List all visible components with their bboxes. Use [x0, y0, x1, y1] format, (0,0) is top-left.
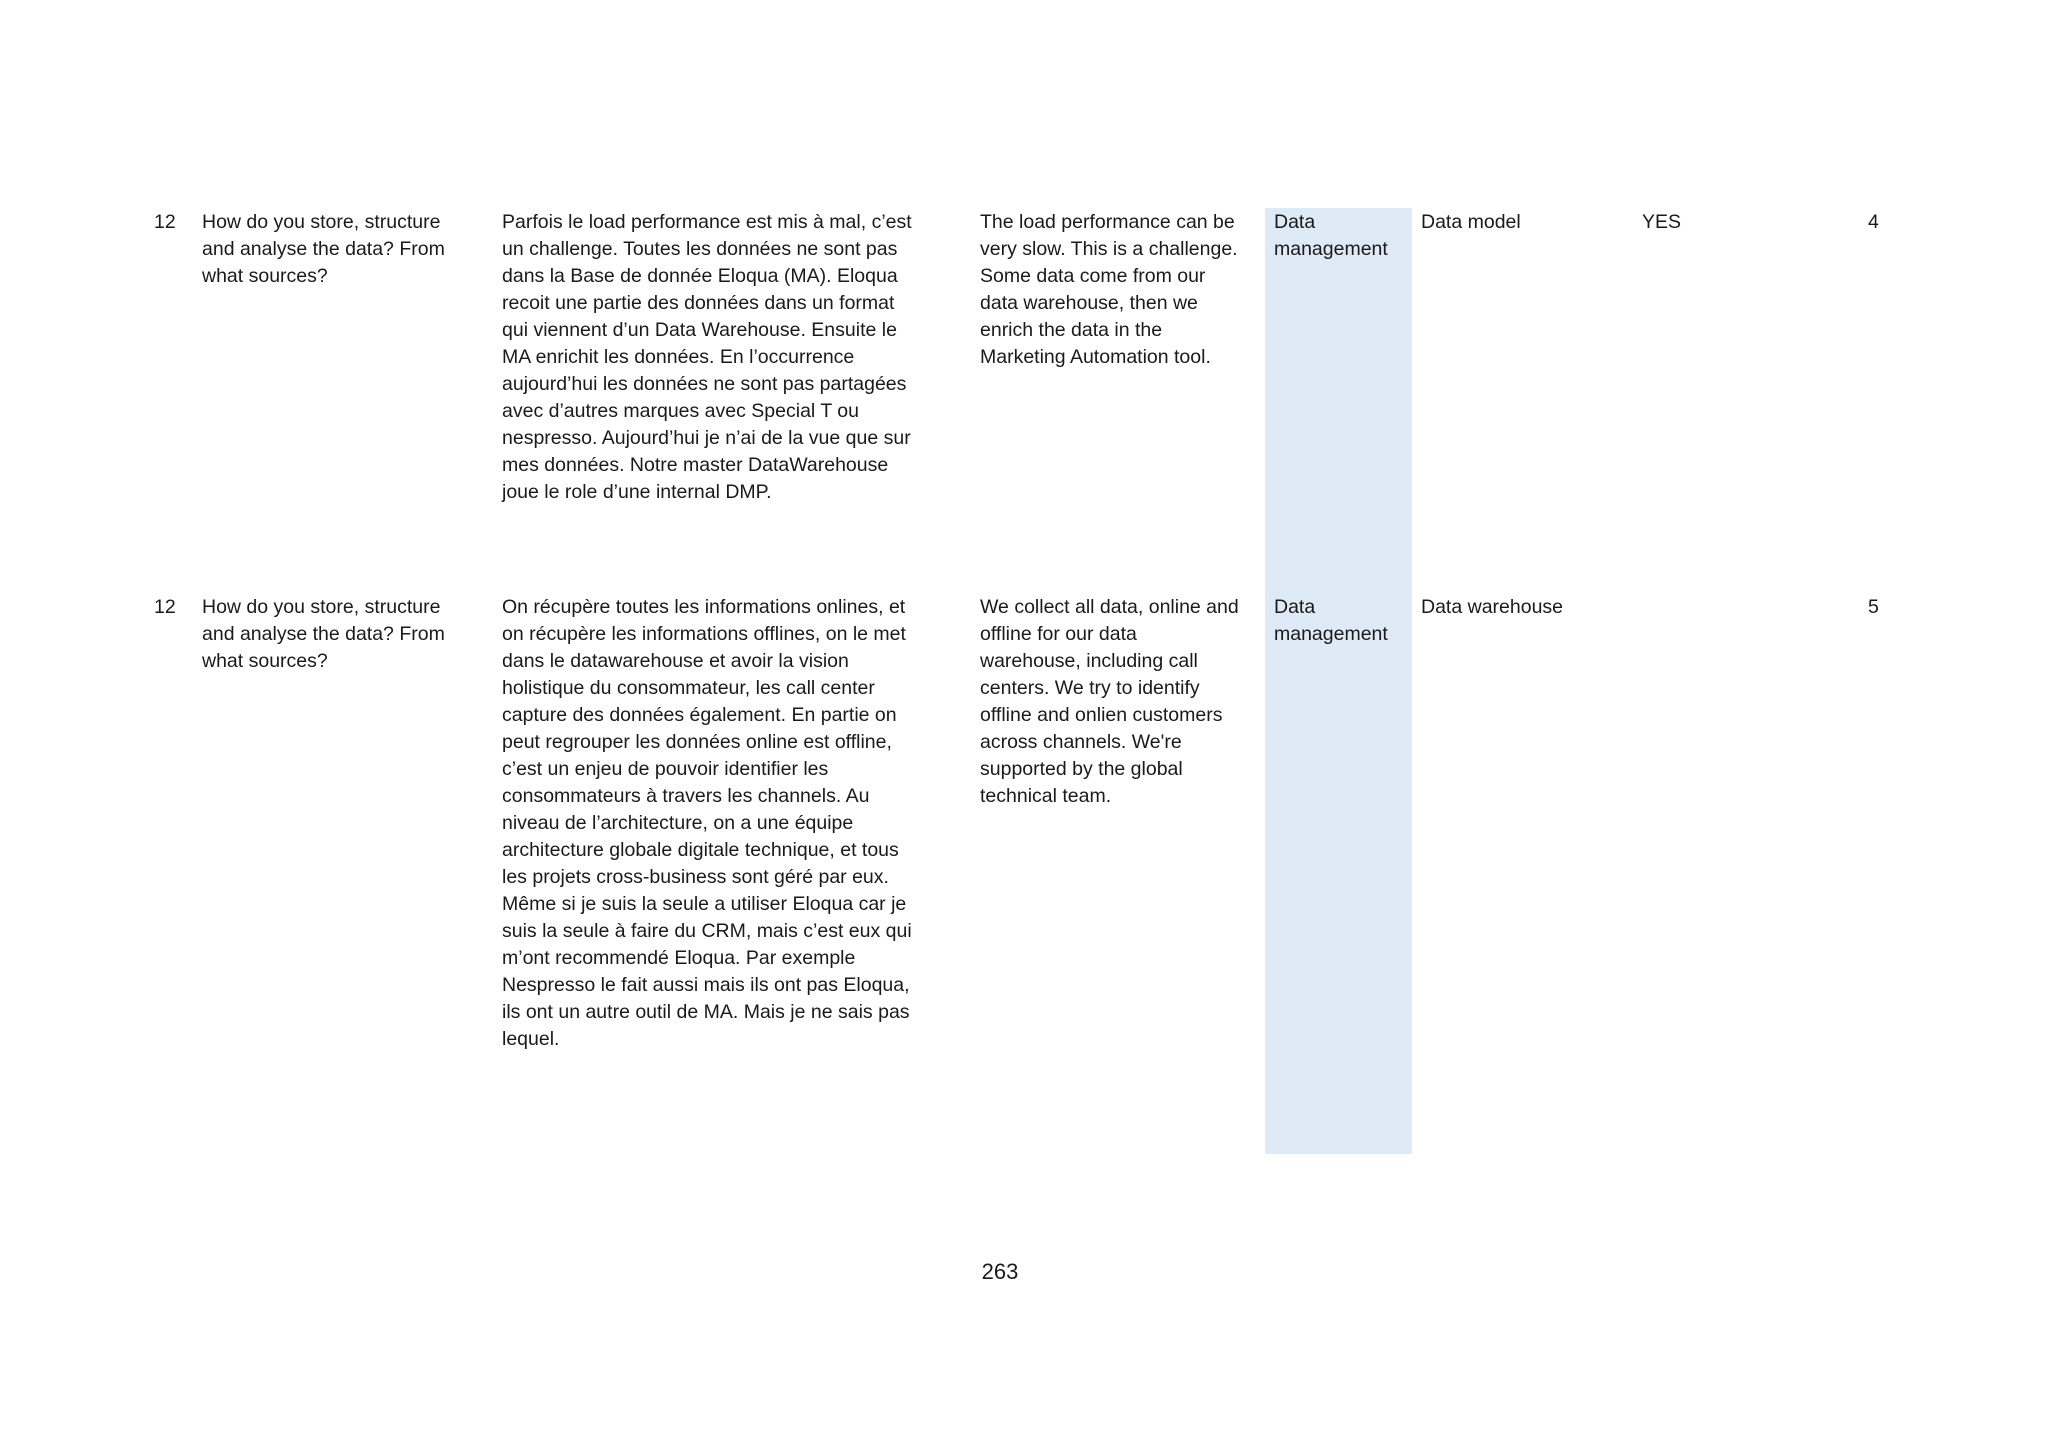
answer-english: We collect all data, online and offline for our data warehouse, including call centers. We try to identify offline and onlien customers across channels. We're supported by the global technical team. — [980, 596, 1239, 807]
category-column-highlight — [1265, 208, 1412, 1154]
answer-french: Parfois le load performance est mis à mal, c’est un challenge. Toutes les données ne sont pas dans la Base de donnée Eloqua (MA). Eloqua recoit une partie des données dans un format qui viennent d’un Data Warehouse. Ensuite le MA enrichit les données. En l’occurrence aujourd’hui les données ne sont pas partagées avec d’autres marques avec Special T ou nespresso. Aujourd’hui je n’ai de la vue que sur mes données. Notre master DataWarehouse joue le role d’une internal DMP. — [502, 211, 912, 503]
category-label: Data management — [1274, 596, 1388, 645]
subcategory-label: Data model — [1421, 211, 1521, 233]
answer-french: On récupère toutes les informations onlines, et on récupère les informations offlines, on le met dans le datawarehouse et avoir la vision holistique du consommateur, les call center capture des données également. En partie on peut regrouper les données online est offline, c’est un enjeu de pouvoir identifier les consommateurs à travers les channels. Au niveau de l’architecture, on a une équipe architecture globale digitale technique, et tous les projets cross-business sont géré par eux. Même si je suis la seule a utiliser Eloqua car je suis la seule à faire du CRM, mais c’est eux qui m’ont recommendé Eloqua. Par exemple Nespresso le fait aussi mais ils ont pas Eloqua, ils ont un autre outil de MA. Mais je ne sais pas lequel. — [502, 596, 912, 1050]
flag-value: YES — [1642, 211, 1682, 233]
row-number: 12 — [154, 211, 176, 233]
question-text: How do you store, structure and analyse the data? From what sources? — [202, 596, 445, 672]
score-value: 5 — [1868, 596, 1879, 618]
answer-english: The load performance can be very slow. This is a challenge. Some data come from our data warehouse, then we enrich the data in the Marketing Automation tool. — [980, 211, 1238, 368]
subcategory-label: Data warehouse — [1421, 596, 1564, 618]
category-label: Data management — [1274, 211, 1388, 260]
page-number: 263 — [981, 1259, 1019, 1284]
question-text: How do you store, structure and analyse the data? From what sources? — [202, 211, 445, 287]
score-value: 4 — [1868, 211, 1879, 233]
row-number: 12 — [154, 596, 176, 618]
